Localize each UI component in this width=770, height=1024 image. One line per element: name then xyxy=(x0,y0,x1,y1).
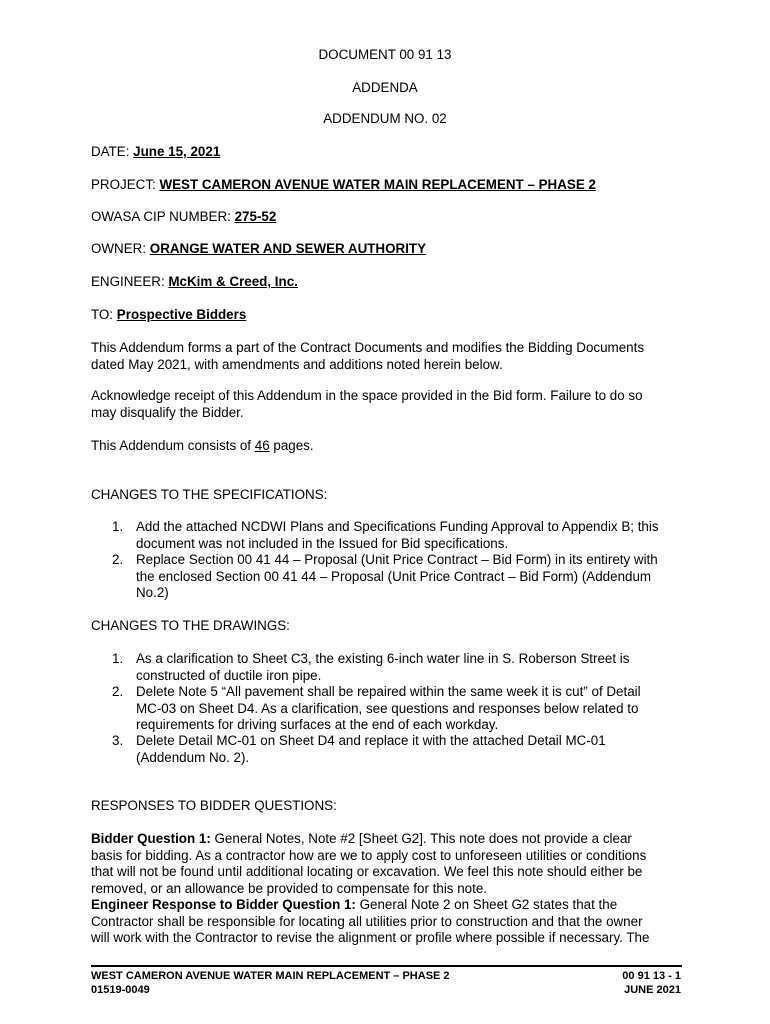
date-field xyxy=(91,144,681,159)
footer-project: WEST CAMERON AVENUE WATER MAIN REPLACEMENT – PHASE 2 xyxy=(91,970,450,982)
response-label: Engineer Response to Bidder Question 1: xyxy=(91,897,356,912)
owner-label: OWNER: xyxy=(91,241,150,256)
footer-divider xyxy=(91,965,682,967)
responses-heading: RESPONSES TO BIDDER QUESTIONS: xyxy=(91,798,337,813)
project-field xyxy=(91,177,681,192)
owner-field xyxy=(91,241,681,256)
engineer-label: ENGINEER: xyxy=(91,274,169,289)
footer-date: JUNE 2021 xyxy=(624,984,681,996)
engineer-field xyxy=(91,274,681,289)
page-count: 46 xyxy=(254,438,270,453)
footer-job-number: 01519-0049 xyxy=(91,984,150,996)
date-value: June 15, 2021 xyxy=(133,144,221,159)
owner-value: ORANGE WATER AND SEWER AUTHORITY xyxy=(149,241,427,256)
bidder-question-1: Bidder Question 1: General Notes, Note #2 [Sheet G2]. This note does not provide a clear basis for bidding. As a contractor how are we to apply cost to unforeseen utilities or conditions that will not be found until additional locating or excavation. We feel this note should either be removed, or an allowance be provided to compensate for this note. Engineer Response to Bidder Question 1: General Note 2 on Sheet G2 states that the Contractor shall be responsible for locating all utilities prior to construction and that the owner will work with the Contractor to revise the alignment or profile where possible if necessary. The xyxy=(91,831,650,945)
engineer-value: McKim & Creed, Inc. xyxy=(168,274,298,289)
to-field xyxy=(91,307,681,322)
footer-left xyxy=(91,969,450,997)
cip-field xyxy=(91,209,681,224)
question-label: Bidder Question 1: xyxy=(91,831,211,846)
drawing-changes-heading: CHANGES TO THE DRAWINGS: xyxy=(91,618,290,633)
page-count-paragraph: This Addendum consists of 46 pages. xyxy=(91,438,314,453)
footer-page-ref: 00 91 13 - 1 xyxy=(622,970,681,982)
document-page: DOCUMENT 00 91 13 ADDENDA ADDENDUM NO. 02 DATE: June 15, 2021 PROJECT: WEST CAMERON AVENUE WATER MAIN REPLACEMENT – PHASE 2 OWASA CIP NUMBER: 275-52 OWNER: ORANGE WATER AND SEWER AUTHORITY ENGINEER: McKim & Creed, Inc. TO: Prospective Bidders This Addendum forms a part of the Contract Documents and modifies the Bidding Documents dated May 2021, with amendments and additions noted herein below. Acknowledge receipt of this Addendum in the space provided in the Bid form. Failure to do so may disqualify the Bidder. This Addendum consists of 46 pages. CHANGES TO THE SPECIFICATIONS: 1. Add the attached NCDWI Plans and Specifications Funding Approval to Appendix B; this document was not included in the Issued for Bid specifications. 2. Replace Section 00 41 44 – Proposal (Unit Price Contract – Bid Form) in its entirety with the enclosed Section 00 41 44 – Proposal (Unit Price Contract – Bid Form) (Addendum No.2) CHANGES TO THE DRAWINGS: 1. As a clarification to Sheet C3, the existing 6-inch water line in S. Roberson Street is constructed of ductile iron pipe. 2. Delete Note 5 “All pavement shall be repaired within the same week it is cut” of Detail MC-03 on Sheet D4. As a clarification, see questions and responses below related to requirements for driving surfaces at the end of each workday. 3. Delete Detail MC-01 on Sheet D4 and replace it with the attached Detail MC-01 (Addendum No. 2). RESPONSES TO BIDDER QUESTIONS: Bidder Question 1: General Notes, Note #2 [Sheet G2]. This note does not provide a clear basis for bidding. As a contractor how are we to apply cost to unforeseen utilities or conditions that will not be found until additional locating or excavation. We feel this note should either be removed, or an allowance be provided to compensate for this note. Engineer Response to Bidder Question 1: General Note 2 on Sheet G2 states that the Contractor shall be responsible for locating all utilities prior to construction and that the owner will work with the Contractor to revise the alignment or profile where possible if necessary. The WEST CAMERON AVENUE WATER MAIN REPLACEMENT – PHASE 2 01519-0049 00 91 13 - 1 JUNE 2021 xyxy=(0,0,770,1024)
document-number: DOCUMENT 00 91 13 xyxy=(318,47,452,62)
date-label: DATE: xyxy=(91,144,134,159)
spec-changes-heading: CHANGES TO THE SPECIFICATIONS: xyxy=(91,487,328,502)
intro-paragraph-1: This Addendum forms a part of the Contract Documents and modifies the Bidding Documents dated May 2021, with amendments and additions noted herein below. xyxy=(91,340,645,372)
to-label: TO: xyxy=(91,307,117,322)
project-label: PROJECT: xyxy=(91,177,160,192)
cip-value: 275-52 xyxy=(234,209,277,224)
project-value: WEST CAMERON AVENUE WATER MAIN REPLACEMENT – PHASE 2 xyxy=(159,177,596,192)
addendum-number: ADDENDUM NO. 02 xyxy=(323,111,447,126)
intro-paragraph-2: Acknowledge receipt of this Addendum in the space provided in the Bid form. Failure to do so may disqualify the Bidder. xyxy=(91,388,643,420)
footer-right xyxy=(622,969,681,997)
document-type: ADDENDA xyxy=(352,80,418,95)
cip-label: OWASA CIP NUMBER: xyxy=(91,209,235,224)
to-value: Prospective Bidders xyxy=(116,307,247,322)
